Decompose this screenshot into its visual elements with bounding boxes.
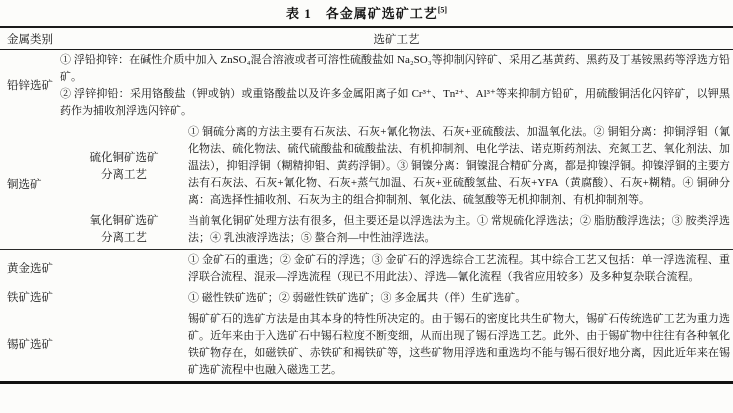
copper-subrows <box>60 122 733 249</box>
category-label-lead-zinc: 铅锌选矿 <box>7 79 53 92</box>
process-text-iron: ① 磁性铁矿选矿；② 弱磁性铁矿选矿；③ 多金属共（伴）生矿选矿。 <box>188 292 527 304</box>
sublabel-copper-oxide-line2: 分离工艺 <box>101 232 147 244</box>
subrow-copper-sulfide <box>60 122 733 211</box>
process-text-gold: ① 金矿石的重选；② 金矿石的浮选；③ 金矿石的浮选综合工艺流程。其中综合工艺又包括：单一浮选流程、重浮联合流程、混汞—浮选流程（现已不用此法）、浮选—氰化流程（我省应用较多）及多种复杂联合流程。 <box>188 254 730 283</box>
process-text-copper-sulfide: ① 铜硫分离的方法主要有石灰法、石灰+氰化物法、石灰+亚硫酸法、加温氧化法。② 铜钼分离：抑铜浮钼（氰化物法、硫化物法、硫代硫酸盐和硫酸盐法、有机抑制剂、电化学法、诺克斯药剂法、充氮工艺、氧化剂法、加温法），抑钼浮铜（糊精抑钼、黄药浮铜）。③ 铜镍分离：铜镍混合精矿分离，都是抑镍浮铜。抑镍浮铜的主要方法有石灰法、石灰+氰化物、石灰+蒸气加温、石灰+亚硫酸氢盐、石灰+YFA（黄腐酸）、石灰+糊精。④ 铜砷分离：高选择性捕收剂、石灰为主的组合抑制剂、氧化法、硫氢酸等无机抑制剂、有机抑制剂等。 <box>188 126 730 206</box>
sublabel-copper-oxide-line1: 氧化铜矿选矿 <box>89 215 159 227</box>
iron-subcategory-spacer <box>60 288 188 309</box>
table-row-iron <box>0 288 733 309</box>
table-title <box>0 0 733 22</box>
table-row-copper <box>0 122 733 250</box>
category-label-copper: 铜选矿 <box>7 179 42 191</box>
lead-zinc-paragraph-1: ① 浮铅抑锌：在碱性介质中加入 ZnSO₄混合溶液或者可溶性硫酸盐如 Na₂SO₃等抑制闪锌矿、采用乙基黄药、黑药及丁基铵黑药等浮选方铅矿。 <box>60 54 730 83</box>
sublabel-copper-sulfide <box>60 122 188 211</box>
table-row-lead-zinc <box>0 50 733 122</box>
lead-zinc-paragraph-2: ② 浮锌抑铅：采用铬酸盐（钾或钠）或重铬酸盐以及许多金属阳离子如 Cr³⁺、Tn²⁺、Al³⁺等来抑制方铅矿，用硫酸铜活化闪锌矿，以钾黑药作为捕收剂浮选闪锌矿。 <box>60 88 730 117</box>
category-label-iron: 铁矿选矿 <box>7 292 53 304</box>
table-title-reference-mark: [5] <box>437 5 448 15</box>
header-process: 选矿工艺 <box>373 33 420 46</box>
header-metal-category: 金属类别 <box>7 33 53 46</box>
sublabel-copper-sulfide-line1: 硫化铜矿选矿 <box>89 151 159 164</box>
table-row-gold <box>0 250 733 288</box>
process-text-lead-zinc <box>60 50 733 122</box>
process-text-tin: 锡矿矿石的选矿方法是由其本身的特性所决定的。由于锡石的密度比共生矿物大，锡矿石传统选矿工艺为重力选矿。近年来由于入选矿石中锡石粒度不断变细，从而出现了锡石浮选工艺。此外、由于锡矿物中往往有各种氧化铁矿物存在，如磁铁矿、赤铁矿和褐铁矿等，这些矿物用浮选和重选均不能与锡石很好地分离，因此近年来在锡矿选矿流程中也融入磁选工艺。 <box>188 313 730 376</box>
gold-subcategory-spacer <box>60 250 188 288</box>
table-row-tin <box>0 309 733 381</box>
beneficiation-process-table <box>0 26 733 384</box>
table-header-row <box>0 28 733 50</box>
sublabel-copper-sulfide-line2: 分离工艺 <box>101 168 147 181</box>
table-title-text: 表 1 各金属矿选矿工艺 <box>285 6 438 21</box>
process-text-copper-oxide: 当前氧化铜矿处理方法有很多，但主要还是以浮选法为主。① 常规硫化浮选法；② 脂肪酸浮选法；③ 胺类浮选法；④ 乳浊液浮选法；⑤ 螯合剂—中性油浮选法。 <box>188 215 730 244</box>
category-label-gold: 黄金选矿 <box>7 262 53 275</box>
tin-subcategory-spacer <box>60 309 188 381</box>
sublabel-copper-oxide <box>60 211 188 249</box>
category-label-tin: 锡矿选矿 <box>7 338 53 351</box>
subrow-copper-oxide <box>60 211 733 249</box>
